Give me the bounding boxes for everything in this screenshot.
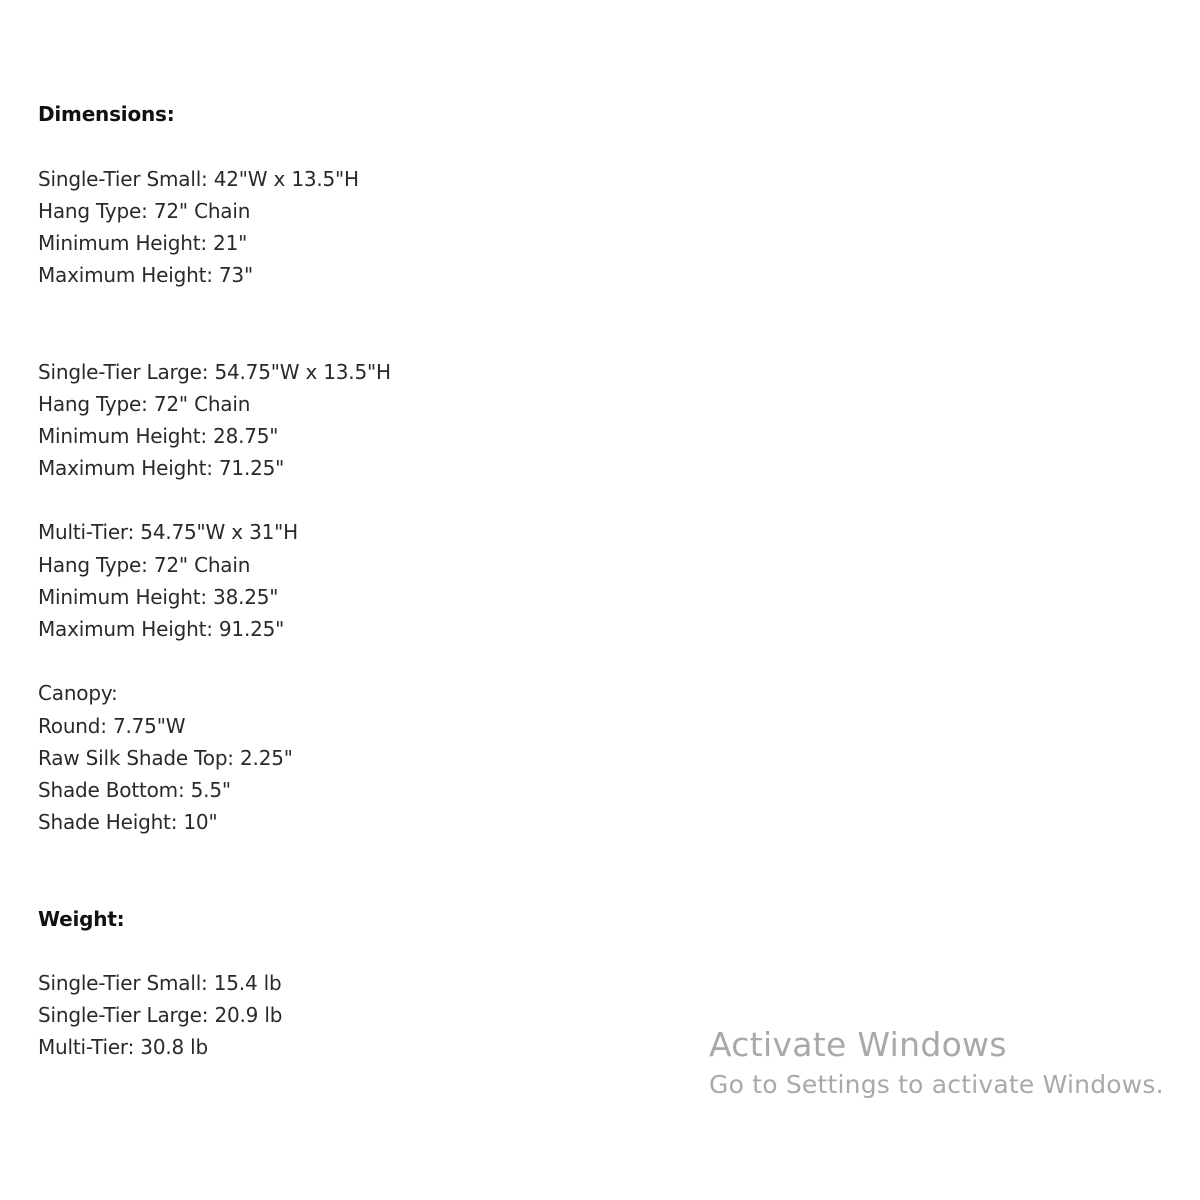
- multi-max-height: Maximum Height: 91.25": [38, 617, 285, 641]
- canopy-shade-top: Raw Silk Shade Top: 2.25": [38, 746, 293, 770]
- small-max-height: Maximum Height: 73": [38, 263, 253, 287]
- weight-multi: Multi-Tier: 30.8 lb: [38, 1035, 209, 1059]
- large-max-height: Maximum Height: 71.25": [38, 456, 285, 480]
- watermark-subtitle: Go to Settings to activate Windows.: [709, 1070, 1164, 1099]
- activate-windows-watermark: [709, 1024, 1164, 1102]
- canopy-shade-bottom: Shade Bottom: 5.5": [38, 778, 231, 802]
- canopy-shade-height: Shade Height: 10": [38, 810, 218, 834]
- small-min-height: Minimum Height: 21": [38, 231, 248, 255]
- multi-size: Multi-Tier: 54.75"W x 31"H: [38, 520, 298, 544]
- weight-small: Single-Tier Small: 15.4 lb: [38, 971, 282, 995]
- watermark-title: Activate Windows: [709, 1025, 1007, 1064]
- large-size: Single-Tier Large: 54.75"W x 13.5"H: [38, 360, 391, 384]
- large-min-height: Minimum Height: 28.75": [38, 424, 279, 448]
- large-hang-type: Hang Type: 72" Chain: [38, 392, 251, 416]
- weight-heading: Weight:: [38, 907, 125, 931]
- multi-hang-type: Hang Type: 72" Chain: [38, 553, 251, 577]
- weight-large: Single-Tier Large: 20.9 lb: [38, 1003, 283, 1027]
- canopy-label: Canopy:: [38, 681, 118, 705]
- canopy-round: Round: 7.75"W: [38, 714, 186, 738]
- small-hang-type: Hang Type: 72" Chain: [38, 199, 251, 223]
- multi-min-height: Minimum Height: 38.25": [38, 585, 279, 609]
- dimensions-heading: Dimensions:: [38, 102, 175, 126]
- small-size: Single-Tier Small: 42"W x 13.5"H: [38, 167, 359, 191]
